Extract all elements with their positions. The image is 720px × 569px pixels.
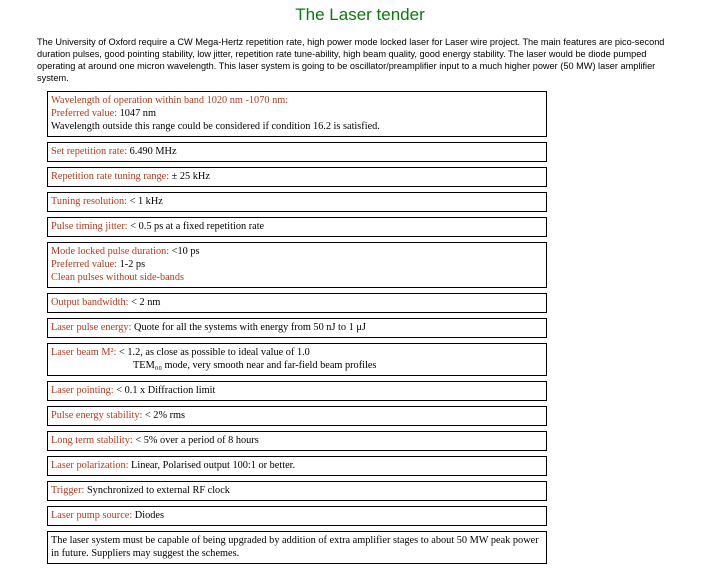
bandwidth-label: Output bandwidth: <box>51 297 129 308</box>
wavelength-preferred-value: 1047 nm <box>117 108 156 119</box>
rep-rate-label: Set repetition rate: <box>51 146 128 157</box>
spec-list <box>47 91 547 569</box>
spec-pump <box>47 506 547 526</box>
beam-m2-value: < 1.2, as close as possible to ideal value of 1.0 <box>116 347 310 358</box>
spec-energy-stability <box>47 406 547 426</box>
upgrade-text: The laser system must be capable of being upgraded by addition of extra amplifier stages to about 50 MW peak power in future. Suppliers may suggest the schemes. <box>51 535 539 559</box>
spec-rep-tuning <box>47 167 547 187</box>
spec-duration <box>47 242 547 288</box>
rep-rate-value: 6.490 MHz <box>127 146 177 157</box>
spec-trigger <box>47 481 547 501</box>
spec-wavelength <box>47 91 547 137</box>
spec-pointing <box>47 381 547 401</box>
pointing-value: < 0.1 x Diffraction limit <box>113 385 216 396</box>
pulse-energy-label: Laser pulse energy: <box>51 322 132 333</box>
wavelength-note: Wavelength outside this range could be considered if condition 16.2 is satisfied. <box>51 121 380 132</box>
energy-stability-label: Pulse energy stability: <box>51 410 143 421</box>
pump-label: Laser pump source: <box>51 510 133 521</box>
spec-tuning-resolution <box>47 192 547 212</box>
spec-beam-m2 <box>47 343 547 376</box>
tuning-resolution-label: Tuning resolution: <box>51 196 127 207</box>
beam-m2-label: Laser beam M²: <box>51 347 117 358</box>
energy-stability-value: < 2% rms <box>142 410 186 421</box>
bandwidth-value: < 2 nm <box>128 297 161 308</box>
wavelength-label: Wavelength of operation within band 1020 nm -1070 nm: <box>51 95 289 106</box>
duration-value: <10 ps <box>169 246 200 257</box>
polarization-label: Laser polarization: <box>51 460 129 471</box>
tuning-resolution-value: < 1 kHz <box>127 196 163 207</box>
spec-bandwidth <box>47 293 547 313</box>
spec-long-term <box>47 431 547 451</box>
long-term-label: Long term stability: <box>51 435 133 446</box>
spec-pulse-energy <box>47 318 547 338</box>
duration-clean: Clean pulses without side-bands <box>51 272 184 283</box>
jitter-label: Pulse timing jitter: <box>51 221 128 232</box>
spec-upgrade <box>47 531 547 564</box>
rep-tuning-label: Repetition rate tuning range: <box>51 171 170 182</box>
slide-title: The Laser tender <box>295 5 425 24</box>
wavelength-preferred-label: Preferred value: <box>51 108 118 119</box>
pump-value: Diodes <box>132 510 164 521</box>
intro-paragraph: The University of Oxford require a CW Mega-Hertz repetition rate, high power mode locked laser for Laser wire project. The main features are pico-second duration pulses, good pointing stability, low jitter, repetition rate tune-ability, high beam quality, good energy stability. The laser would be diode pumped operating at around one micron wavelength. This laser system is going to be oscillator/preamplifier input to a much higher power (50 MW) laser amplifier system. <box>37 37 665 83</box>
rep-tuning-value: ± 25 kHz <box>169 171 210 182</box>
pulse-energy-value: Quote for all the systems with energy from 50 nJ to 1 μJ <box>131 322 366 333</box>
duration-preferred-value: 1-2 ps <box>117 259 146 270</box>
trigger-label: Trigger: <box>51 485 85 496</box>
duration-preferred-label: Preferred value: <box>51 259 118 270</box>
duration-label: Mode locked pulse duration: <box>51 246 170 257</box>
jitter-value: < 0.5 ps at a fixed repetition rate <box>127 221 265 232</box>
trigger-value: Synchronized to external RF clock <box>84 485 230 496</box>
long-term-value: < 5% over a period of 8 hours <box>132 435 259 446</box>
polarization-value: Linear, Polarised output 100:1 or better. <box>128 460 296 471</box>
spec-rep-rate <box>47 142 547 162</box>
spec-jitter <box>47 217 547 237</box>
spec-polarization <box>47 456 547 476</box>
pointing-label: Laser pointing: <box>51 385 114 396</box>
beam-m2-mode: TEM₀₀ mode, very smooth near and far-field beam profiles <box>133 360 377 371</box>
